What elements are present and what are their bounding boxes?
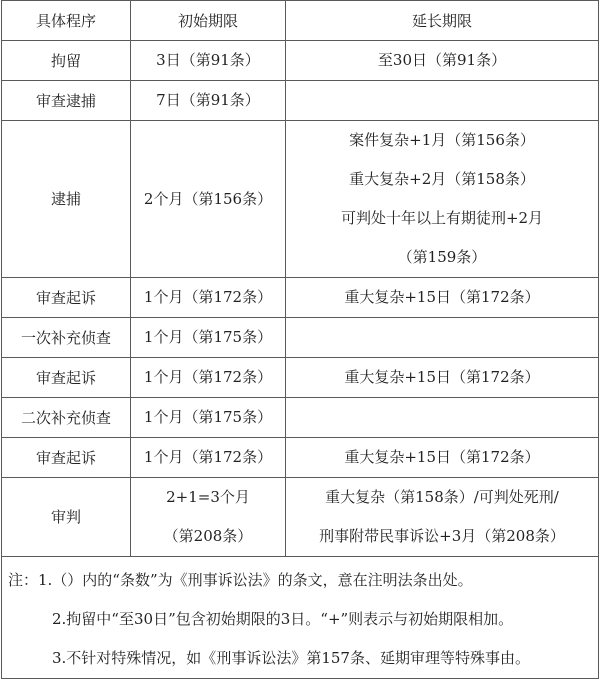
initial-line: 7日（第91条） [156,91,260,109]
table-row [2,358,599,398]
extension-cell [286,121,599,278]
table-row [2,41,599,81]
initial-line: 2+1=3个月 [166,488,250,506]
procedure-cell: 二次补充侦查 [2,398,131,438]
initial-cell [131,358,286,398]
extension-cell [286,41,599,81]
extension-line: 重大复杂+15日（第172条） [344,448,540,466]
extension-line: 至30日（第91条） [377,51,507,69]
extension-line: 重大复杂+15日（第172条） [344,288,540,306]
extension-cell [286,398,599,438]
extension-cell [286,81,599,121]
initial-cell [131,318,286,358]
header-row [2,1,599,41]
table-row [2,278,599,318]
extension-line: （第159条） [397,248,487,266]
procedure-cell: 审查起诉 [2,278,131,318]
initial-cell [131,41,286,81]
procedure-cell: 审查起诉 [2,358,131,398]
notes-row [2,557,599,679]
table-row [2,318,599,358]
initial-line: 1个月（第172条） [143,448,273,466]
header-extension: 延长期限 [286,1,599,41]
table-row [2,398,599,438]
procedure-cell: 拘留 [2,41,131,81]
extension-line: 案件复杂+1月（第156条） [349,131,535,149]
extension-cell [286,278,599,318]
procedure-deadline-table [1,0,599,679]
header-initial: 初始期限 [131,1,286,41]
initial-line: 1个月（第175条） [143,328,273,346]
initial-line: 1个月（第175条） [143,408,273,426]
procedure-cell: 一次补充侦查 [2,318,131,358]
procedure-cell: 审判 [2,478,131,557]
initial-line: 2个月（第156条） [143,189,273,208]
table-row [2,121,599,278]
extension-line: 重大复杂+15日（第172条） [344,368,540,386]
extension-cell [286,478,599,557]
extension-line: 可判处十年以上有期徒刑+2月 [340,209,544,227]
initial-line: 3日（第91条） [156,51,260,69]
table-row [2,438,599,478]
initial-line: 1个月（第172条） [143,368,273,386]
procedure-cell: 审查逮捕 [2,81,131,121]
procedure-cell: 逮捕 [2,121,131,278]
initial-cell [131,478,286,557]
extension-line: 重大复杂+2月（第158条） [349,170,535,188]
table-row [2,81,599,121]
extension-cell [286,438,599,478]
note-3: 3.不针对特殊情况，如《刑事诉讼法》第157条、延期审理等特殊事由。 [52,649,530,667]
note-1: 注：1.（）内的“条数”为《刑事诉讼法》的条文，意在注明法条出处。 [8,571,473,589]
extension-cell [286,358,599,398]
note-2: 2.拘留中“至30日”包含初始期限的3日。“+”则表示与初始期限相加。 [52,610,514,628]
header-procedure: 具体程序 [2,1,131,41]
initial-cell [131,438,286,478]
extension-cell [286,318,599,358]
extension-line: 重大复杂（第158条）/可判处死刑/ [325,488,559,506]
procedure-cell: 审查起诉 [2,438,131,478]
initial-line: 1个月（第172条） [143,288,273,306]
initial-cell [131,81,286,121]
initial-line: （第208条） [163,527,253,545]
table-row [2,478,599,557]
initial-cell [131,398,286,438]
initial-cell [131,278,286,318]
extension-line: 刑事附带民事诉讼+3月（第208条） [319,527,565,545]
initial-cell [131,121,286,278]
